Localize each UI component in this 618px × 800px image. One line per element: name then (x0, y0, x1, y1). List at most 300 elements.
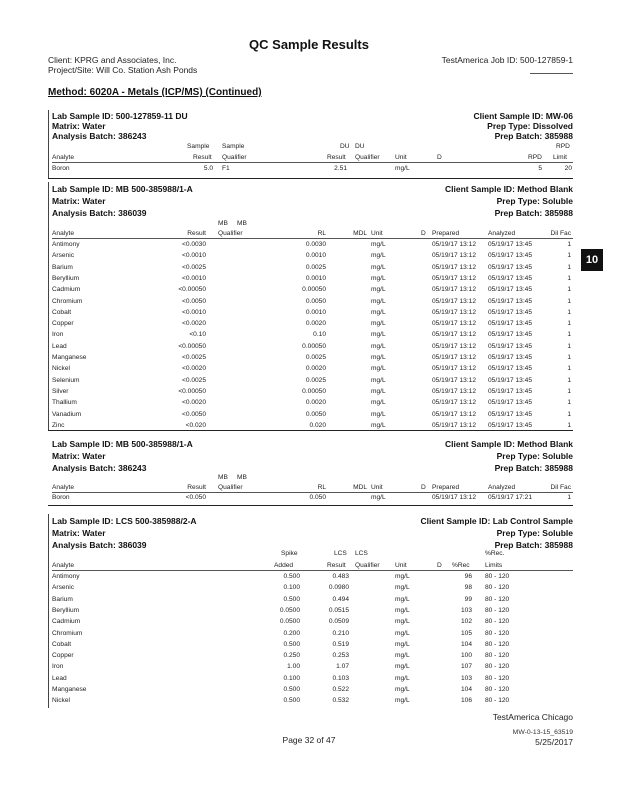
col-head: Qualifier (218, 484, 243, 491)
cell-result: <0.020 (185, 421, 206, 429)
cell-lcs-result: 1.07 (336, 663, 349, 671)
prep-type: Prep Type: Soluble (496, 451, 573, 461)
col-head: Analyte (52, 154, 74, 161)
col-head: D (421, 484, 426, 491)
cell-prepared: 05/19/17 13:12 (432, 274, 476, 282)
col-head: Limits (485, 562, 503, 569)
cell-prepared: 05/19/17 13:12 (432, 494, 476, 501)
lab-sample-id: Lab Sample ID: MB 500-385988/1-A (52, 439, 193, 449)
section-rule (48, 178, 573, 179)
section-tab: 10 (581, 249, 603, 271)
cell-unit: mg/L (395, 165, 410, 172)
cell-result: 5.0 (203, 165, 213, 172)
cell-rl: 0.10 (313, 331, 326, 339)
cell-dilfac: 1 (567, 399, 571, 407)
cell-rl: 0.0010 (305, 252, 326, 260)
cell-lcs-result: 0.0509 (328, 618, 349, 626)
cell-spike-added: 0.500 (283, 686, 300, 693)
cell-spike-added: 0.0500 (279, 606, 300, 614)
cell-analyzed: 05/19/17 13:45 (488, 421, 532, 429)
cell-analyte: Cobalt (52, 308, 72, 316)
cell-lcs-result: 0.0980 (328, 584, 349, 592)
prep-batch: Prep Batch: 385988 (494, 208, 573, 218)
analysis-batch: Analysis Batch: 386039 (52, 540, 147, 550)
section-bracket (48, 514, 49, 708)
col-head: Sample (187, 143, 210, 150)
cell-limits: 80 - 120 (485, 618, 510, 626)
cell-unit: mg/L (371, 263, 386, 271)
cell-rl: 0.00050 (302, 387, 326, 395)
cell-spike-added: 0.100 (283, 584, 300, 592)
cell-unit: mg/L (371, 274, 386, 282)
cell-dilfac: 1 (567, 274, 571, 282)
cell-dilfac: 1 (567, 241, 571, 248)
cell-analyte: Zinc (52, 421, 65, 429)
cell-spike-added: 0.500 (283, 697, 300, 705)
cell-prepared: 05/19/17 13:12 (432, 286, 476, 294)
cell-analyzed: 05/19/17 13:45 (488, 320, 532, 328)
page-number: Page 32 of 47 (282, 735, 336, 745)
cell-unit: mg/L (395, 618, 410, 626)
cell-analyte: Manganese (52, 354, 87, 361)
cell-rl: 0.0020 (305, 320, 326, 328)
cell-unit: mg/L (395, 663, 410, 671)
cell-unit: mg/L (395, 606, 410, 614)
col-head: Analyzed (488, 230, 516, 237)
cell-unit: mg/L (371, 286, 386, 294)
cell-result: <0.00050 (178, 286, 206, 294)
header-rule (52, 238, 573, 239)
cell-result: <0.0010 (181, 252, 206, 260)
col-head: RL (317, 484, 326, 491)
cell-limits: 80 - 120 (485, 584, 510, 592)
cell-du-result: 2.51 (334, 165, 347, 172)
cell-analyte: Vanadium (52, 410, 82, 418)
cell-lcs-result: 0.519 (332, 640, 349, 648)
col-head: RPD (528, 154, 542, 161)
prep-type: Prep Type: Soluble (496, 528, 573, 538)
cell-rec: 98 (464, 584, 472, 592)
col-head: Dil Fac (550, 230, 571, 237)
matrix: Matrix: Water (52, 528, 106, 538)
cell-analyte: Antimony (52, 573, 80, 580)
lab-sample-id: Lab Sample ID: MB 500-385988/1-A (52, 184, 193, 194)
col-head: Result (327, 562, 346, 569)
cell-prepared: 05/19/17 13:12 (432, 421, 476, 429)
col-head: Analyzed (488, 484, 516, 491)
cell-analyte: Nickel (52, 365, 70, 373)
cell-spike-added: 0.200 (283, 629, 300, 637)
cell-lcs-result: 0.483 (332, 573, 349, 580)
col-head: RPD (556, 143, 570, 150)
cell-unit: mg/L (395, 573, 410, 580)
cell-rec: 106 (460, 697, 472, 705)
col-head: MB (237, 220, 247, 227)
cell-rec: 103 (460, 606, 472, 614)
cell-limits: 80 - 120 (485, 674, 510, 682)
cell-dilfac: 1 (567, 365, 571, 373)
cell-limits: 80 - 120 (485, 686, 510, 693)
col-head: Qualifier (222, 154, 247, 161)
cell-result: <0.10 (189, 331, 206, 339)
cell-lcs-result: 0.494 (332, 595, 349, 603)
cell-unit: mg/L (371, 387, 386, 395)
cell-rl: 0.0025 (305, 263, 326, 271)
cell-result: <0.00050 (178, 387, 206, 395)
cell-limits: 80 - 120 (485, 606, 510, 614)
cell-rpd: 5 (538, 165, 542, 172)
cell-rl: 0.0020 (305, 399, 326, 407)
cell-analyte: Lead (52, 342, 67, 350)
prep-type: Prep Type: Soluble (496, 196, 573, 206)
cell-result: <0.0020 (181, 365, 206, 373)
cell-unit: mg/L (371, 399, 386, 407)
client-sample-id: Client Sample ID: Method Blank (445, 439, 573, 449)
cell-unit: mg/L (395, 584, 410, 592)
col-head: MDL (353, 484, 367, 491)
cell-dilfac: 1 (567, 376, 571, 384)
cell-analyte: Beryllium (52, 274, 80, 282)
cell-unit: mg/L (371, 342, 386, 350)
cell-rec: 103 (460, 674, 472, 682)
col-head: Added (274, 562, 294, 569)
cell-limits: 80 - 120 (485, 652, 510, 660)
cell-analyte: Boron (52, 494, 70, 501)
client-sample-id: Client Sample ID: MW-06 (473, 111, 573, 121)
cell-rl: 0.0050 (305, 410, 326, 418)
cell-rec: 107 (460, 663, 472, 671)
cell-lcs-result: 0.253 (332, 652, 349, 660)
col-head: Analyte (52, 484, 74, 491)
section-bracket (48, 110, 49, 179)
col-head: Qualifier (355, 154, 380, 161)
col-head: Result (187, 230, 206, 237)
cell-analyte: Arsenic (52, 584, 74, 592)
cell-prepared: 05/19/17 13:12 (432, 320, 476, 328)
cell-limits: 80 - 120 (485, 640, 510, 648)
cell-rec: 100 (460, 652, 472, 660)
cell-dilfac: 1 (567, 331, 571, 339)
cell-rl: 0.0010 (305, 274, 326, 282)
cell-spike-added: 0.500 (283, 640, 300, 648)
cell-analyte: Chromium (52, 297, 83, 305)
cell-prepared: 05/19/17 13:12 (432, 297, 476, 305)
cell-analyzed: 05/19/17 13:45 (488, 399, 532, 407)
cell-lcs-result: 0.532 (332, 697, 349, 705)
cell-unit: mg/L (371, 241, 386, 248)
cell-unit: mg/L (395, 629, 410, 637)
cell-rl: 0.0025 (305, 376, 326, 384)
col-head: RL (317, 230, 326, 237)
cell-lcs-result: 0.0515 (328, 606, 349, 614)
analysis-batch: Analysis Batch: 386039 (52, 208, 147, 218)
cell-spike-added: 0.0500 (279, 618, 300, 626)
cell-unit: mg/L (371, 365, 386, 373)
cell-analyte: Lead (52, 674, 67, 682)
cell-prepared: 05/19/17 13:12 (432, 331, 476, 339)
col-head: Dil Fac (550, 484, 571, 491)
cell-unit: mg/L (395, 697, 410, 705)
cell-analyte: Cobalt (52, 640, 72, 648)
cell-prepared: 05/19/17 13:12 (432, 376, 476, 384)
col-head: MB (218, 220, 228, 227)
cell-prepared: 05/19/17 13:12 (432, 365, 476, 373)
header-rule (530, 73, 573, 74)
col-head: Analyte (52, 230, 74, 237)
client-name: Client: KPRG and Associates, Inc. (48, 55, 177, 65)
cell-dilfac: 1 (567, 410, 571, 418)
cell-analyzed: 05/19/17 13:45 (488, 365, 532, 373)
cell-dilfac: 1 (567, 263, 571, 271)
client-sample-id: Client Sample ID: Method Blank (445, 184, 573, 194)
cell-result: <0.0050 (181, 297, 206, 305)
col-head: Prepared (432, 484, 460, 491)
col-head: %Rec (452, 562, 470, 569)
section-rule (48, 505, 573, 506)
col-head: Result (187, 484, 206, 491)
cell-dilfac: 1 (567, 387, 571, 395)
col-head: Qualifier (218, 230, 243, 237)
job-id: TestAmerica Job ID: 500-127859-1 (441, 55, 573, 65)
section-bracket (48, 182, 49, 430)
cell-analyzed: 05/19/17 13:45 (488, 342, 532, 350)
cell-dilfac: 1 (567, 286, 571, 294)
cell-rec: 105 (460, 629, 472, 637)
cell-analyte: Cadmium (52, 618, 81, 626)
cell-dilfac: 1 (567, 297, 571, 305)
cell-spike-added: 0.500 (283, 595, 300, 603)
col-head: DU (340, 143, 350, 150)
col-head: Sample (222, 143, 245, 150)
cell-dilfac: 1 (567, 342, 571, 350)
cell-rl: 0.0025 (305, 354, 326, 361)
col-head: DU (355, 143, 365, 150)
cell-unit: mg/L (371, 494, 386, 501)
cell-lcs-result: 0.522 (332, 686, 349, 693)
cell-analyte: Arsenic (52, 252, 74, 260)
cell-limits: 80 - 120 (485, 663, 510, 671)
cell-dilfac: 1 (567, 308, 571, 316)
cell-analyte: Iron (52, 331, 64, 339)
cell-prepared: 05/19/17 13:12 (432, 387, 476, 395)
prep-batch: Prep Batch: 385988 (494, 463, 573, 473)
cell-rl: 0.00050 (302, 342, 326, 350)
cell-prepared: 05/19/17 13:12 (432, 399, 476, 407)
matrix: Matrix: Water (52, 121, 106, 131)
col-head: MB (218, 474, 228, 481)
cell-dilfac: 1 (567, 494, 571, 501)
cell-result: <0.0010 (181, 308, 206, 316)
cell-unit: mg/L (371, 297, 386, 305)
cell-lcs-result: 0.103 (332, 674, 349, 682)
cell-analyzed: 05/19/17 13:45 (488, 354, 532, 361)
cell-unit: mg/L (371, 410, 386, 418)
header-rule (52, 570, 573, 571)
cell-analyte: Copper (52, 320, 74, 328)
footer-date: 5/25/2017 (535, 737, 573, 747)
cell-prepared: 05/19/17 13:12 (432, 252, 476, 260)
col-head: Result (327, 154, 346, 161)
cell-analyte: Iron (52, 663, 64, 671)
cell-unit: mg/L (371, 331, 386, 339)
cell-unit: mg/L (395, 652, 410, 660)
cell-rec: 104 (460, 640, 472, 648)
cell-result: <0.0020 (181, 320, 206, 328)
cell-rec: 104 (460, 686, 472, 693)
cell-rl: 0.0020 (305, 365, 326, 373)
cell-unit: mg/L (371, 320, 386, 328)
col-head: Result (193, 154, 212, 161)
col-head: %Rec. (485, 550, 505, 557)
col-head: LCS (355, 550, 368, 557)
cell-rec: 99 (464, 595, 472, 603)
cell-unit: mg/L (371, 421, 386, 429)
cell-result: <0.0020 (181, 399, 206, 407)
cell-analyte: Manganese (52, 686, 87, 693)
cell-prepared: 05/19/17 13:12 (432, 342, 476, 350)
prep-batch: Prep Batch: 385988 (494, 540, 573, 550)
cell-spike-added: 0.100 (283, 674, 300, 682)
cell-analyte: Chromium (52, 629, 83, 637)
cell-dilfac: 1 (567, 252, 571, 260)
cell-limits: 80 - 120 (485, 697, 510, 705)
matrix: Matrix: Water (52, 196, 106, 206)
cell-limit: 20 (564, 165, 572, 172)
cell-qualifier: F1 (222, 165, 230, 172)
col-head: Unit (371, 230, 383, 237)
cell-result: <0.0030 (181, 241, 206, 248)
cell-analyzed: 05/19/17 13:45 (488, 308, 532, 316)
analysis-batch: Analysis Batch: 386243 (52, 131, 147, 141)
cell-analyzed: 05/19/17 17:21 (488, 494, 532, 501)
col-head: MB (237, 474, 247, 481)
cell-analyte: Boron (52, 165, 70, 172)
cell-unit: mg/L (371, 252, 386, 260)
col-head: Limit (553, 154, 567, 161)
cell-prepared: 05/19/17 13:12 (432, 263, 476, 271)
cell-prepared: 05/19/17 13:12 (432, 308, 476, 316)
footer-code: MW-0-13-15_63519 (512, 729, 573, 736)
cell-limits: 80 - 120 (485, 595, 510, 603)
cell-result: <0.00050 (178, 342, 206, 350)
lab-sample-id: Lab Sample ID: LCS 500-385988/2-A (52, 516, 197, 526)
col-head: D (437, 154, 442, 161)
col-head: LCS (334, 550, 347, 557)
cell-analyzed: 05/19/17 13:45 (488, 263, 532, 271)
cell-spike-added: 1.00 (287, 663, 300, 671)
cell-analyzed: 05/19/17 13:45 (488, 376, 532, 384)
col-head: Analyte (52, 562, 74, 569)
cell-spike-added: 0.250 (283, 652, 300, 660)
cell-unit: mg/L (395, 686, 410, 693)
footer-company: TestAmerica Chicago (492, 712, 573, 722)
cell-prepared: 05/19/17 13:12 (432, 410, 476, 418)
cell-analyzed: 05/19/17 13:45 (488, 387, 532, 395)
col-head: Prepared (432, 230, 460, 237)
cell-rl: 0.050 (309, 494, 326, 501)
cell-analyte: Copper (52, 652, 74, 660)
cell-result: <0.0025 (181, 263, 206, 271)
cell-dilfac: 1 (567, 320, 571, 328)
cell-result: <0.0025 (181, 354, 206, 361)
col-head: MDL (353, 230, 367, 237)
cell-unit: mg/L (371, 376, 386, 384)
cell-analyzed: 05/19/17 13:45 (488, 297, 532, 305)
cell-analyzed: 05/19/17 13:45 (488, 331, 532, 339)
client-sample-id: Client Sample ID: Lab Control Sample (420, 516, 573, 526)
cell-analyzed: 05/19/17 13:45 (488, 410, 532, 418)
cell-analyte: Antimony (52, 241, 80, 248)
cell-analyte: Barium (52, 263, 73, 271)
col-head: D (437, 562, 442, 569)
header-rule (52, 492, 573, 493)
cell-rl: 0.00050 (302, 286, 326, 294)
cell-unit: mg/L (395, 640, 410, 648)
col-head: Unit (395, 562, 407, 569)
cell-unit: mg/L (371, 354, 386, 361)
cell-lcs-result: 0.210 (332, 629, 349, 637)
cell-rl: 0.0030 (305, 241, 326, 248)
cell-result: <0.0010 (181, 274, 206, 282)
prep-batch: Prep Batch: 385988 (494, 131, 573, 141)
cell-result: <0.050 (185, 494, 206, 501)
matrix: Matrix: Water (52, 451, 106, 461)
cell-analyzed: 05/19/17 13:45 (488, 286, 532, 294)
cell-analyte: Thallium (52, 399, 77, 407)
lab-sample-id: Lab Sample ID: 500-127859-11 DU (52, 111, 188, 121)
prep-type: Prep Type: Dissolved (487, 121, 573, 131)
cell-analyzed: 05/19/17 13:45 (488, 274, 532, 282)
col-head: Unit (371, 484, 383, 491)
cell-dilfac: 1 (567, 421, 571, 429)
col-head: Qualifier (355, 562, 380, 569)
cell-analyte: Selenium (52, 376, 80, 384)
method-heading: Method: 6020A - Metals (ICP/MS) (Continued) (48, 87, 262, 98)
col-head: Spike (281, 550, 298, 557)
cell-rec: 96 (464, 573, 472, 580)
cell-limits: 80 - 120 (485, 629, 510, 637)
cell-analyzed: 05/19/17 13:45 (488, 252, 532, 260)
cell-result: <0.0025 (181, 376, 206, 384)
cell-spike-added: 0.500 (283, 573, 300, 580)
cell-rl: 0.020 (309, 421, 326, 429)
cell-rl: 0.0010 (305, 308, 326, 316)
cell-limits: 80 - 120 (485, 573, 510, 580)
cell-unit: mg/L (371, 308, 386, 316)
analysis-batch: Analysis Batch: 386243 (52, 463, 147, 473)
cell-rl: 0.0050 (305, 297, 326, 305)
cell-unit: mg/L (395, 674, 410, 682)
section-rule (48, 430, 573, 431)
cell-prepared: 05/19/17 13:12 (432, 354, 476, 361)
cell-dilfac: 1 (567, 354, 571, 361)
cell-analyte: Silver (52, 387, 69, 395)
col-head: Unit (395, 154, 407, 161)
cell-rec: 102 (460, 618, 472, 626)
cell-analyte: Nickel (52, 697, 70, 705)
cell-prepared: 05/19/17 13:12 (432, 241, 476, 248)
cell-analyte: Beryllium (52, 606, 80, 614)
col-head: D (421, 230, 426, 237)
cell-analyte: Cadmium (52, 286, 81, 294)
cell-result: <0.0050 (181, 410, 206, 418)
header-rule (52, 162, 573, 163)
cell-analyzed: 05/19/17 13:45 (488, 241, 532, 248)
page-title: QC Sample Results (249, 37, 369, 52)
project-site: Project/Site: Will Co. Station Ash Ponds (48, 65, 198, 75)
cell-analyte: Barium (52, 595, 73, 603)
cell-unit: mg/L (395, 595, 410, 603)
